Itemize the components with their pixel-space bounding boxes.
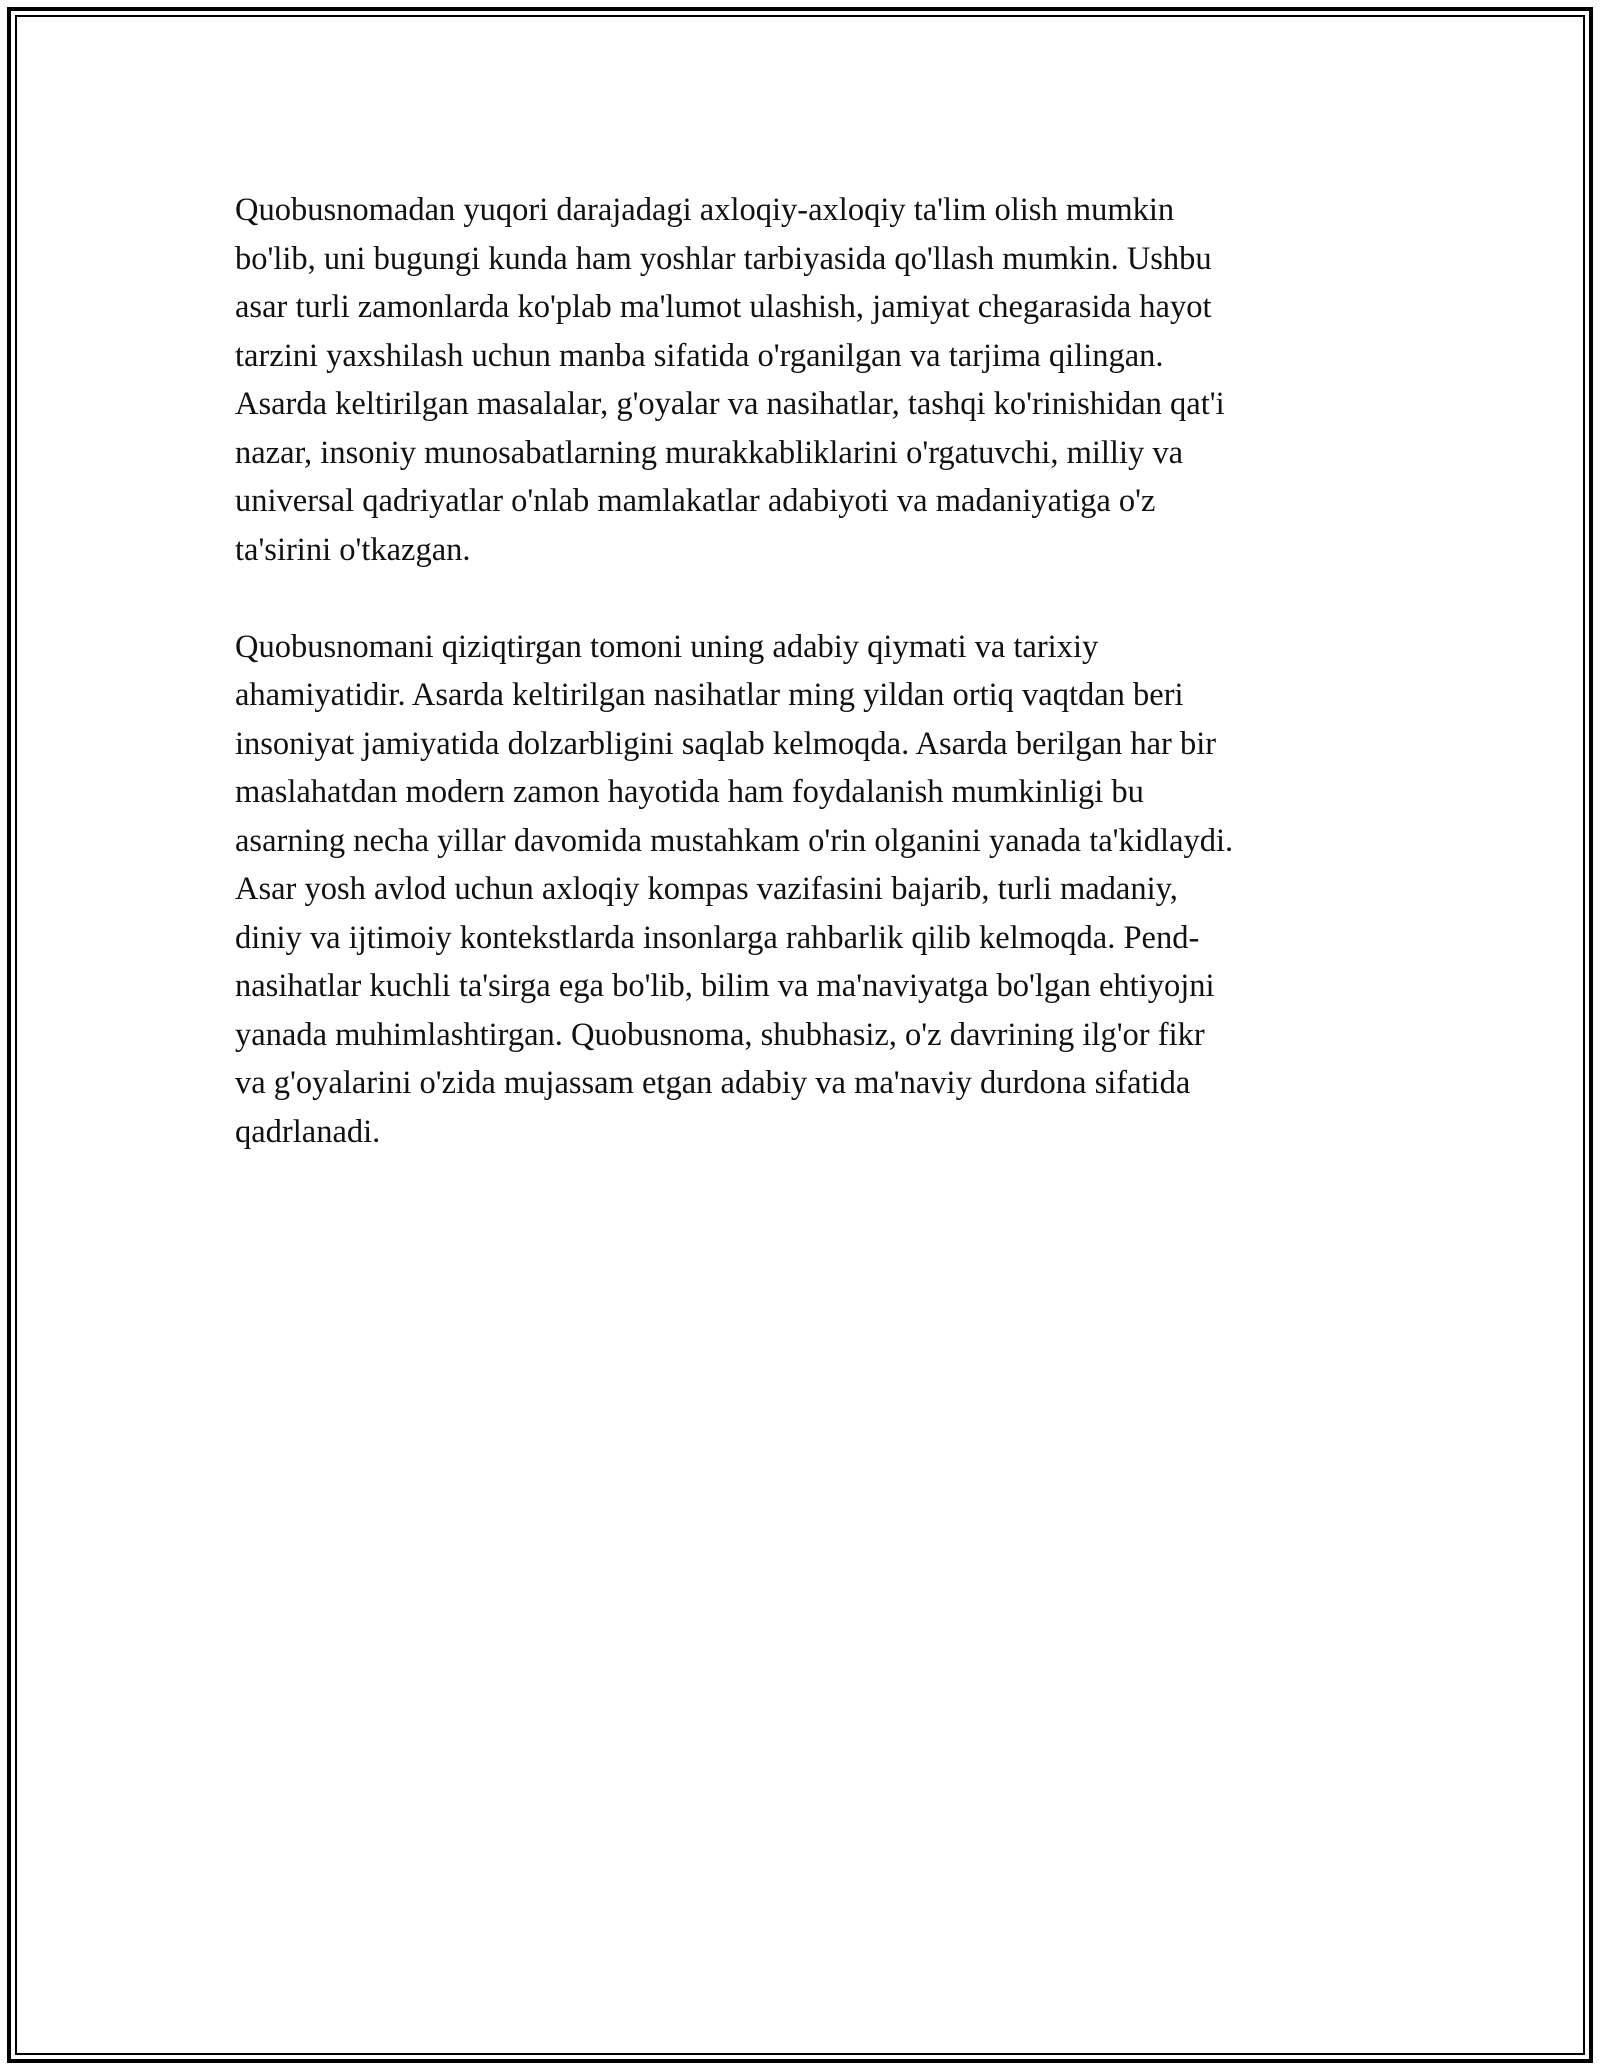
- text-line: maslahatdan modern zamon hayotida ham foydalanish mumkinligi bu: [235, 774, 1144, 810]
- document-body: [235, 186, 1375, 1205]
- text-line: ta'sirini o'tkazgan.: [235, 531, 471, 568]
- text-line: yanada muhimlashtirgan. Quobusnoma, shubhasiz, o'z davrining ilg'or fikr: [235, 1016, 1205, 1053]
- text-line: ahamiyatidir. Asarda keltirilgan nasihatlar ming yildan ortiq vaqtdan beri: [235, 677, 1184, 713]
- text-line: asarning necha yillar davomida mustahkam o'rin olganini yanada ta'kidlaydi.: [235, 822, 1234, 859]
- text-line: insoniyat jamiyatida dolzarbligini saqlab kelmoqda. Asarda berilgan har bir: [235, 725, 1217, 762]
- text-line: nasihatlar kuchli ta'sirga ega bo'lib, bilim va ma'naviyatga bo'lgan ehtiyojni: [235, 968, 1215, 1004]
- text-line: Asarda keltirilgan masalalar, g'oyalar va nasihatlar, tashqi ko'rinishidan qat'i: [235, 386, 1225, 422]
- text-line: diniy va ijtimoiy kontekstlarda insonlarga rahbarlik qilib kelmoqda. Pend-: [235, 919, 1200, 956]
- text-line: tarzini yaxshilash uchun manba sifatida o'rganilgan va tarjima qilingan.: [235, 337, 1164, 374]
- text-line: Asar yosh avlod uchun axloqiy kompas vazifasini bajarib, turli madaniy,: [235, 871, 1178, 907]
- text-line: Quobusnomani qiziqtirgan tomoni uning adabiy qiymati va tarixiy: [235, 628, 1099, 665]
- paragraph-1: [235, 186, 1375, 574]
- text-line: va g'oyalarini o'zida mujassam etgan adabiy va ma'naviy durdona sifatida: [235, 1065, 1191, 1101]
- text-line: bo'lib, uni bugungi kunda ham yoshlar tarbiyasida qo'llash mumkin. Ushbu: [235, 240, 1212, 277]
- text-line: nazar, insoniy munosabatlarning murakkabliklarini o'rgatuvchi, milliy va: [235, 434, 1184, 471]
- text-line: Quobusnomadan yuqori darajadagi axloqiy-axloqiy ta'lim olish mumkin: [235, 192, 1175, 228]
- text-line: universal qadriyatlar o'nlab mamlakatlar adabiyoti va madaniyatiga o'z: [235, 483, 1156, 519]
- paragraph-2: [235, 623, 1375, 1157]
- text-line: asar turli zamonlarda ko'plab ma'lumot ulashish, jamiyat chegarasida hayot: [235, 289, 1212, 325]
- text-line: qadrlanadi.: [235, 1113, 381, 1150]
